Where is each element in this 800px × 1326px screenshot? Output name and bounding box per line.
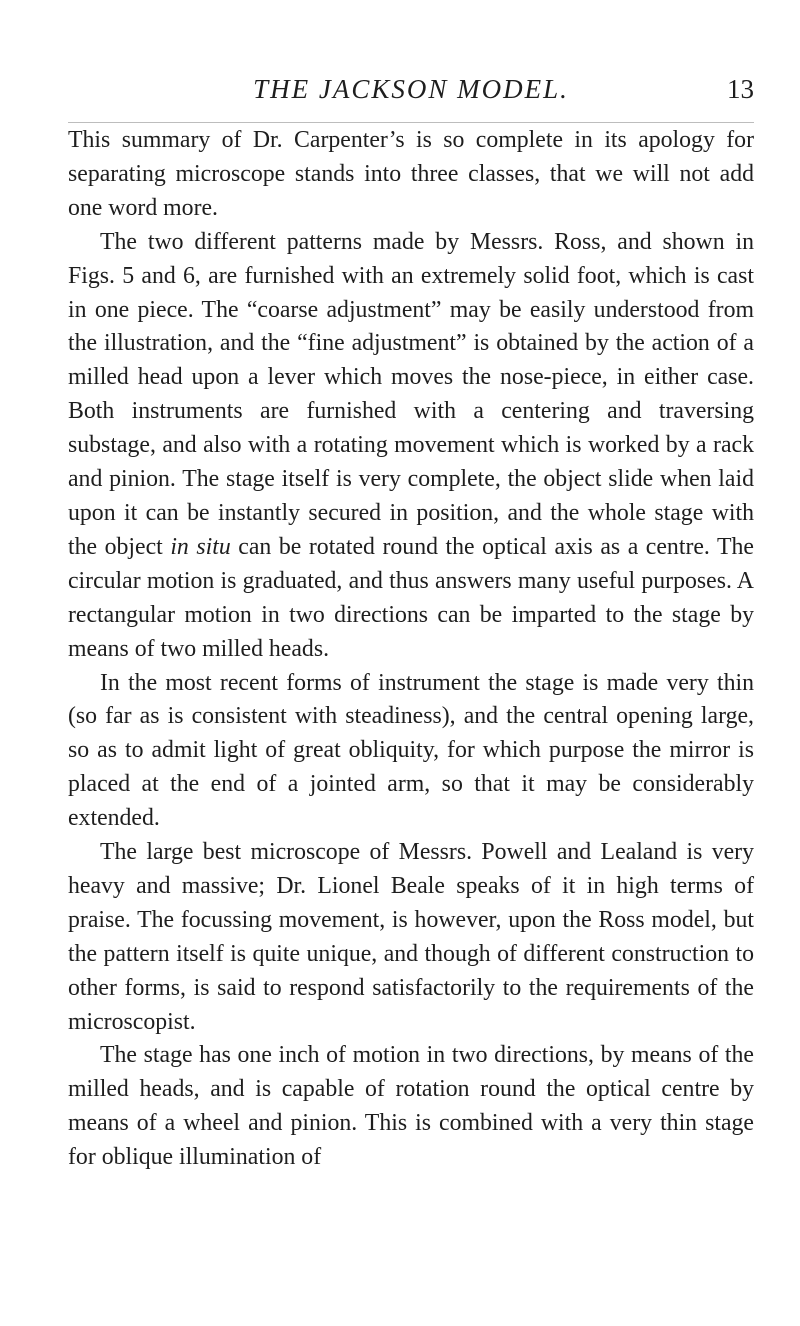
running-title: THE JACKSON MODEL. xyxy=(253,74,569,104)
running-head xyxy=(68,74,754,114)
paragraph-3: In the most recent forms of instrument the stage is made very thin (so far as is consistent with steadiness), and the central opening large, so as to admit light of great obliquity, for which purpose the mirror is placed at the end of a jointed arm, so that it may be considerably extended. xyxy=(68,669,754,832)
paragraph-2-continuation: can be rotated round the optical axis as a centre. The circular motion is graduated, and thus answers many useful purposes. A rectangular motion in two directions can be imparted to the stage by means of two milled heads. xyxy=(68,533,754,662)
paragraph-2 xyxy=(68,226,754,667)
paragraph-1: This summary of Dr. Carpenter’s is so complete in its apology for separating microscope stands into three classes, that we will not add one word more. xyxy=(68,127,754,221)
body-text xyxy=(68,124,754,1175)
paragraph-5: The stage has one inch of motion in two directions, by means of the milled heads, and is capable of rotation round the optical centre by means of a wheel and pinion. This is combined with a very thin stage for oblique illumination of xyxy=(68,1042,754,1171)
paragraph-2-text: The two different patterns made by Messrs. Ross, and shown in Figs. 5 and 6, are furnished with an extremely solid foot, which is cast in one piece. The “coarse adjustment” may be easily understood from the illustration, and the “fine adjustment” is obtained by the action of a milled head upon a lever which moves the nose-piece, in either case. Both instruments are furnished with a centering and traversing substage, and also with a rotating movement which is worked by a rack and pinion. The stage itself is very complete, the object slide when laid upon it can be instantly secured in position, and the whole stage with the object xyxy=(68,228,754,560)
italic-phrase: in situ xyxy=(170,533,231,560)
paragraph-4: The large best microscope of Messrs. Powell and Lealand is very heavy and massive; Dr. Lionel Beale speaks of it in high terms of praise. The focussing movement, is however, upon the Ross model, but the pattern itself is quite unique, and though of different construction to other forms, is said to respond satisfactorily to the requirements of the microscopist. xyxy=(68,839,754,1035)
page-number: 13 xyxy=(727,74,754,104)
header-rule xyxy=(68,122,754,123)
